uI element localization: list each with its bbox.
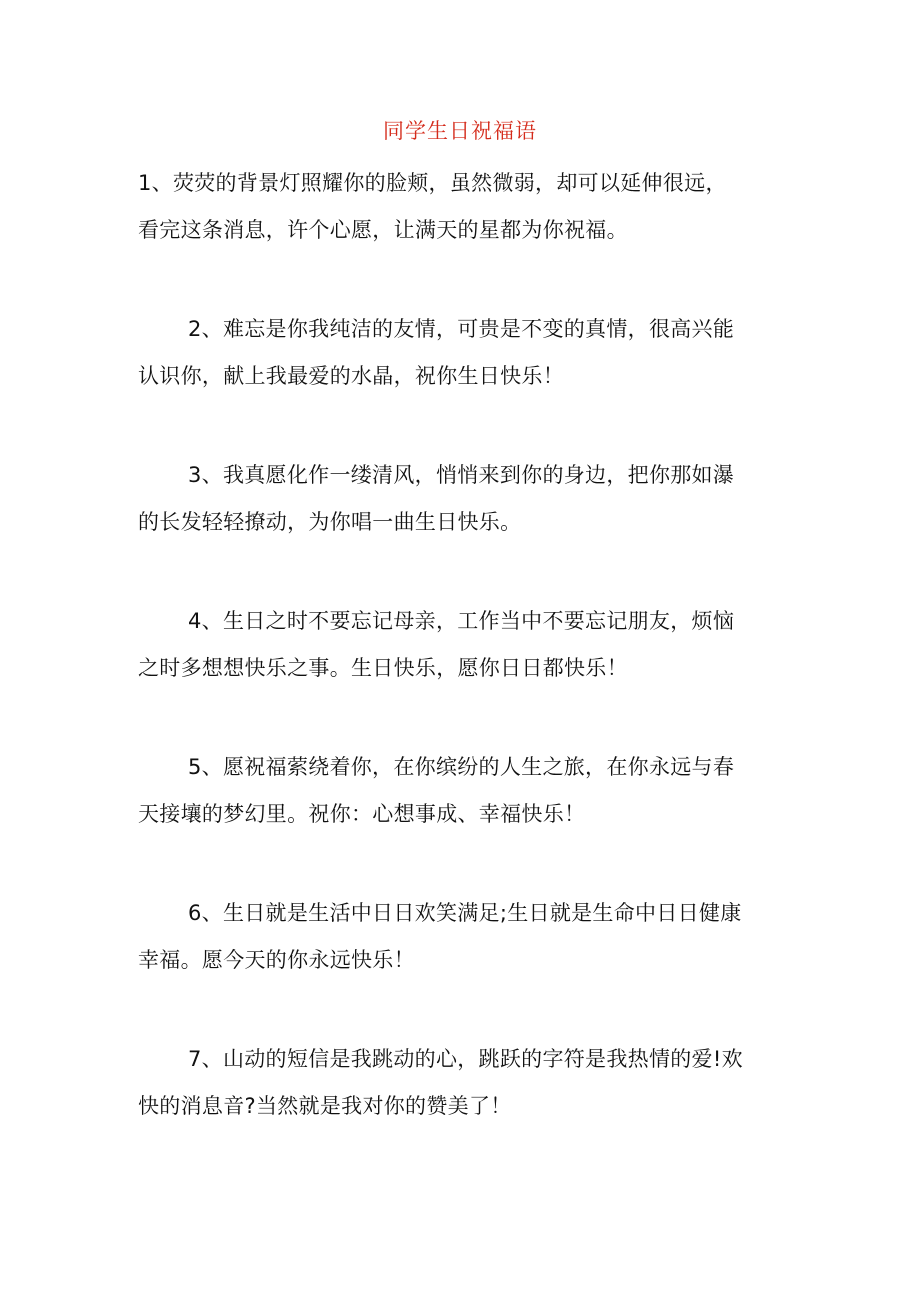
paragraph-4 [138,598,798,692]
paragraph-5-line-2: 天接壤的梦幻里。祝你：心想事成、幸福快乐！ [138,802,586,826]
paragraph-2-line-2: 认识你，献上我最爱的水晶，祝你生日快乐！ [138,364,564,388]
paragraph-3-line-1: 3、我真愿化作一缕清风，悄悄来到你的身边，把你那如瀑 [188,463,735,487]
paragraph-6 [138,890,798,984]
paragraph-1-line-1: 1、荧荧的背景灯照耀你的脸颊，虽然微弱，却可以延伸很远， [138,171,727,195]
paragraph-1-line-2: 看完这条消息，许个心愿，让满天的星都为你祝福。 [138,218,628,242]
paragraph-4-line-1: 4、生日之时不要忘记母亲，工作当中不要忘记朋友，烦恼 [188,609,735,633]
paragraph-3 [138,452,798,546]
document-title: 同学生日祝福语 [383,119,537,143]
paragraph-1 [138,160,798,254]
paragraph-2 [138,306,798,400]
paragraph-7-line-2: 快的消息音?当然就是我对你的赞美了！ [138,1094,512,1118]
paragraph-7 [138,1036,798,1130]
paragraph-6-line-1: 6、生日就是生活中日日欢笑满足;生日就是生命中日日健康 [188,901,742,925]
paragraph-3-line-2: 的长发轻轻撩动，为你唱一曲生日快乐。 [138,510,522,534]
paragraph-6-line-2: 幸福。愿今天的你永远快乐！ [138,948,415,972]
paragraph-4-line-2: 之时多想想快乐之事。生日快乐，愿你日日都快乐！ [138,656,628,680]
paragraph-7-line-1: 7、山动的短信是我跳动的心，跳跃的字符是我热情的爱!欢 [188,1047,743,1071]
paragraph-5-line-1: 5、愿祝福萦绕着你，在你缤纷的人生之旅，在你永远与春 [188,755,735,779]
paragraph-2-line-1: 2、难忘是你我纯洁的友情，可贵是不变的真情，很高兴能 [188,317,735,341]
paragraph-5 [138,744,798,838]
